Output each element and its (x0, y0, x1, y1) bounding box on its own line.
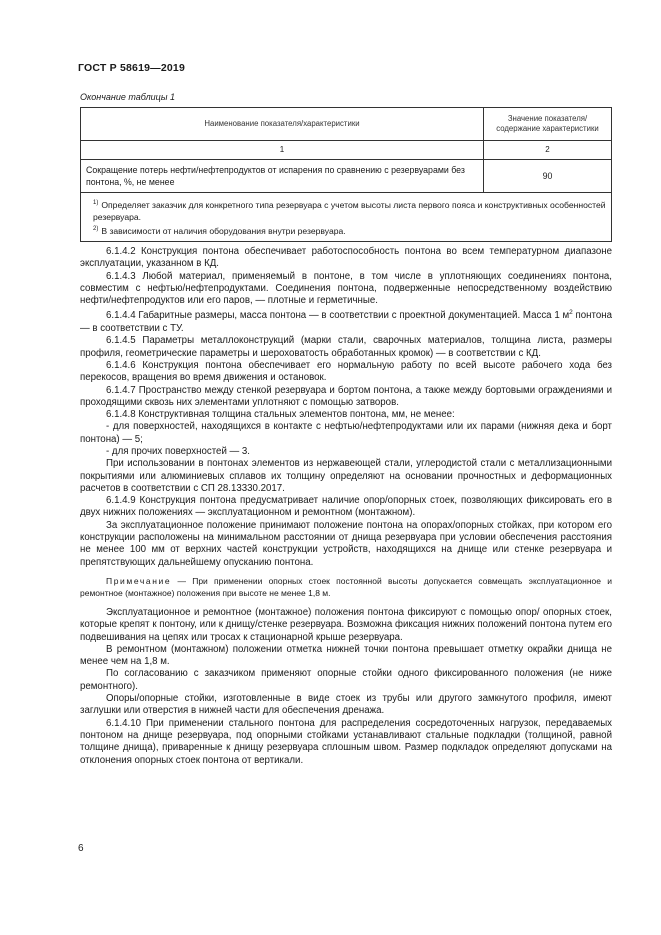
column-header-name: Наименование показателя/характеристики (81, 108, 484, 141)
footnote-2 (93, 223, 606, 237)
paragraph-6-1-4-4-part2: понтона — в соответствии с ТУ. (80, 310, 612, 335)
paragraph-6-1-4-5: 6.1.4.5 Параметры металлоконструкций (марки стали, сварочных материалов, толщина листа, размеры профиля, геометрические параметры и шероховатость обработанных кромок) — в соответствии с КД. (80, 335, 612, 359)
paragraph-6-1-4-4-part1: 6.1.4.4 Габаритные размеры, масса понтона — в соответствии с проектной документацией. Масса 1 м (106, 310, 570, 322)
paragraph-operational-position: За эксплуатационное положение принимают положение понтона на опорах/опорных стойках, при котором его конструкции расположены на минимальном расстоянии от днища резервуара при условии обеспечения расстояния не менее 100 мм от верхних частей конструкции устройств, находящихся на днище или стенке резервуара и препятствующих дальнейшему опусканию понтона. (80, 519, 612, 568)
table-header-row (81, 108, 612, 141)
paragraph-stainless: При использовании в понтонах элементов из нержавеющей стали, углеродистой стали с металлизационными покрытиями или алюминиевых сплавов их толщину определяют на основании прочностных и деформационных расчетов в соответствии с СП 28.13330.2017. (80, 458, 612, 494)
table-caption: Окончание таблицы 1 (80, 92, 175, 102)
list-item-thickness-other: - для прочих поверхностей — 3. (106, 445, 251, 457)
paragraph-6-1-4-9: 6.1.4.9 Конструкция понтона предусматривает наличие опор/опорных стоек, позволяющих фиксировать его в двух нижних положениях — эксплуатационном и ремонтном (монтажном). (80, 495, 612, 519)
row-label: Сокращение потерь нефти/нефтепродуктов от испарения по сравнению с резервуарами без понтона, %, не менее (81, 160, 484, 193)
footnote-2-text: В зависимости от наличия оборудования внутри резервуара. (101, 225, 346, 236)
paragraph-6-1-4-3: 6.1.4.3 Любой материал, применяемый в понтоне, в том числе в уплотняющих соединениях понтона, совместим с нефтью/нефтепродуктами. Соединения понтона, подверженные непосредственному воздействию нефти/нефтепродуктов или его паров, — плотные и герметичные. (80, 270, 612, 307)
note-text: — При применении опорных стоек постоянной высоты допускается совмещать эксплуатационное и ремонтное (монтажное) положения при высоте не менее 1,8 м. (80, 575, 612, 598)
column-number-row (81, 141, 612, 160)
column-header-value-line2: содержание характеристики (496, 124, 599, 133)
paragraph-repair-position: В ремонтном (монтажном) положении отметка нижней точки понтона превышает отметку окрайки днища не менее чем на 1,8 м. (80, 643, 612, 668)
column-header-value-line1: Значение показателя/ (507, 114, 588, 123)
footnote-1-text: Определяет заказчик для конкретного типа резервуара с учетом высоты листа первого пояса и конструктивных особенностей резервуара. (93, 199, 606, 222)
document-code: ГОСТ Р 58619—2019 (78, 62, 186, 74)
table-footnotes (81, 193, 612, 242)
footnote-1 (93, 197, 606, 223)
paragraph-fixed-supports: По согласованию с заказчиком применяют опорные стойки одного фиксированного положения (не ниже ремонтного). (80, 668, 612, 692)
body-text (80, 246, 612, 767)
column-number-1: 1 (81, 141, 484, 160)
paragraph-6-1-4-8: 6.1.4.8 Конструктивная толщина стальных элементов понтона, мм, не менее: (106, 409, 455, 421)
indicators-table (80, 107, 612, 242)
column-header-value (484, 108, 612, 141)
list-item-thickness-contact: - для поверхностей, находящихся в контакте с нефтью/нефтепродуктами или их парами (нижняя дека и борт понтона) — 5; (80, 421, 612, 445)
paragraph-6-1-4-10: 6.1.4.10 При применении стального понтона для распределения сосредоточенных нагрузок, передаваемых понтоном на днище резервуара, под опорными стойками устанавливают стальные подкладки (толщиной, равной толщине днища), приваренные к днищу резервуара сплошным швом. Размер подкладок определяют допусками на отклонения опорных стоек понтона от вертикали. (80, 717, 612, 766)
paragraph-positions-fixing: Эксплуатационное и ремонтное (монтажное) положения понтона фиксируют с помощью опор/ опорных стоек, которые крепят к понтону, или к днищу/стенке резервуара. Возможна фиксация нижних положений понтона путем его подвешивания на цепях или тросах к стационарной крыше резервуара. (80, 606, 612, 643)
row-value: 90 (484, 160, 612, 193)
page-number: 6 (78, 843, 84, 854)
paragraph-drainage: Опоры/опорные стойки, изготовленные в виде стоек из трубы или другого замкнутого профиля, имеют заглушки или отверстия в нижней части для обеспечения дренажа. (80, 693, 612, 717)
paragraph-6-1-4-7: 6.1.4.7 Пространство между стенкой резервуара и бортом понтона, а также между бортовыми ограждениями и проходящими сквозь них элементами уплотняют с помощью затворов. (80, 384, 612, 408)
table-footnotes-row (81, 193, 612, 242)
paragraph-6-1-4-4 (80, 307, 612, 335)
footnote-1-mark: 1) (93, 200, 99, 206)
square-superscript: 2 (569, 309, 573, 317)
paragraph-6-1-4-2: 6.1.4.2 Конструкция понтона обеспечивает работоспособность понтона во всем температурном диапазоне эксплуатации, указанном в КД. (80, 246, 612, 270)
note-label: Примечание (106, 575, 172, 586)
footnote-2-mark: 2) (93, 225, 99, 232)
table-row (81, 160, 612, 193)
column-number-2: 2 (484, 141, 612, 160)
note (80, 575, 612, 599)
paragraph-6-1-4-6: 6.1.4.6 Конструкция понтона обеспечивает его нормальную работу по всей высоте рабочего хода без перекосов, вращения во время движения и остановок. (80, 359, 612, 384)
